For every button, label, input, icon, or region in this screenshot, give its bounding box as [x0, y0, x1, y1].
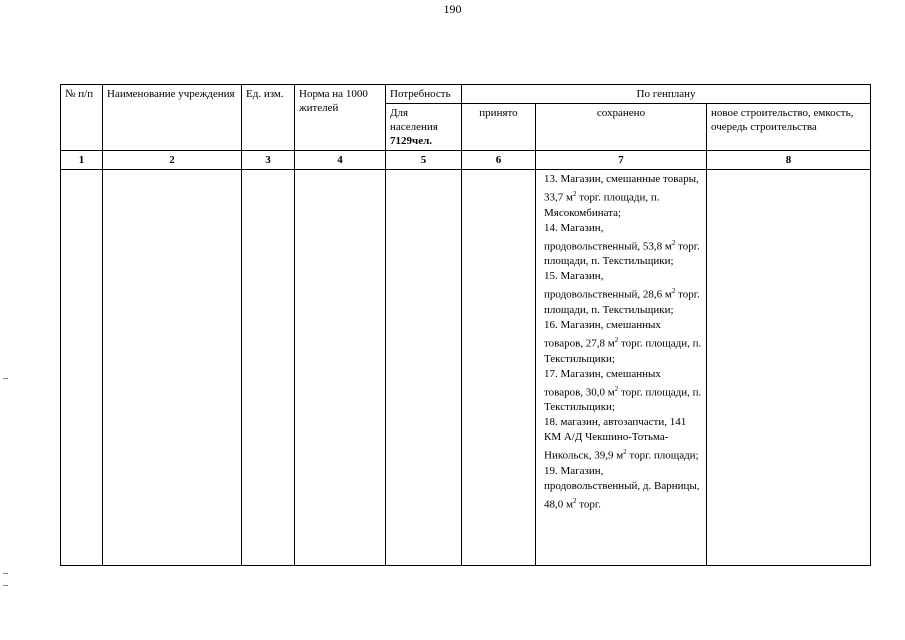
cell-empty	[462, 170, 536, 566]
column-number: 1	[61, 151, 103, 170]
entry-text-after: торг. площади;	[626, 449, 699, 462]
list-item	[544, 172, 702, 221]
header-accepted: принято	[462, 104, 536, 151]
column-number: 2	[103, 151, 242, 170]
table-row	[61, 170, 871, 566]
entry-text: 14. Магазин, продовольственный, 53,8 м	[544, 221, 672, 253]
list-item	[544, 318, 702, 367]
column-number: 3	[242, 151, 295, 170]
entry-superscript: 2	[614, 384, 619, 393]
header-need-population	[386, 104, 462, 151]
entry-text-after: торг. площади, п. Текстильщики;	[544, 337, 702, 365]
header-need: Потребность	[386, 85, 462, 104]
entry-text-after: торг.	[576, 498, 601, 511]
column-number: 6	[462, 151, 536, 170]
entry-superscript: 2	[623, 448, 627, 457]
cell-empty	[707, 170, 871, 566]
list-item	[544, 415, 702, 464]
header-preserved: сохранено	[536, 104, 707, 151]
entry-superscript: 2	[572, 496, 577, 505]
margin-mark	[3, 378, 8, 379]
header-need-population-label: Для населения	[390, 107, 438, 133]
header-population-count: 7129чел.	[390, 135, 433, 147]
header-institution-name: Наименование учреждения	[103, 85, 242, 151]
entry-text: 13. Магазин, смешанные товары, 33,7 м	[544, 173, 699, 204]
cell-empty	[103, 170, 242, 566]
page-number: 190	[443, 2, 462, 16]
entry-text-after: торг. площади, п. Текстильщики;	[544, 386, 702, 414]
list-item	[544, 269, 702, 318]
margin-mark	[3, 573, 8, 574]
header-unit: Ед. изм.	[242, 85, 295, 151]
column-number: 7	[536, 151, 707, 170]
header-new-construction: новое строительство, емкость, очередь строительства	[707, 104, 871, 151]
margin-mark	[3, 585, 8, 586]
preserved-entries-list	[540, 172, 702, 513]
header-number: № п/п	[61, 85, 103, 151]
cell-empty	[242, 170, 295, 566]
header-genplan: По генплану	[462, 85, 871, 104]
entry-text: 19. Магазин, продовольственный, д. Варницы, 48,0 м	[544, 464, 700, 511]
column-number: 5	[386, 151, 462, 170]
entry-text-after: торг. площади, п. Текстильщики;	[544, 240, 700, 268]
list-item	[544, 221, 702, 270]
entry-text: 15. Магазин, продовольственный, 28,6 м	[544, 270, 672, 301]
cell-empty	[295, 170, 386, 566]
entry-text-after: торг. площади, п. Текстильщики;	[544, 288, 700, 316]
entry-text: 17. Магазин, смешанных товаров, 30,0 м	[544, 367, 661, 399]
column-number-row	[61, 151, 871, 170]
entry-superscript: 2	[572, 190, 577, 198]
entry-text: 16. Магазин, смешанных товаров, 27,8 м	[544, 318, 661, 350]
entry-superscript: 2	[671, 287, 676, 296]
header-row-1	[61, 85, 871, 104]
column-number: 8	[707, 151, 871, 170]
entry-text: 18. магазин, автозапчасти, 141 КМ А/Д Чекшино-Тотьма-Никольск, 39,9 м	[544, 416, 687, 462]
preserved-entries-cell	[536, 170, 707, 566]
entry-superscript: 2	[671, 238, 676, 247]
list-item	[544, 367, 702, 416]
column-number: 4	[295, 151, 386, 170]
services-table	[60, 84, 871, 566]
entry-text-after: торг. площади, п. Мясокомбината;	[544, 191, 660, 219]
entry-superscript: 2	[614, 335, 619, 344]
list-item	[544, 464, 702, 513]
header-norm: Норма на 1000 жителей	[295, 85, 386, 151]
cell-empty	[61, 170, 103, 566]
cell-empty	[386, 170, 462, 566]
